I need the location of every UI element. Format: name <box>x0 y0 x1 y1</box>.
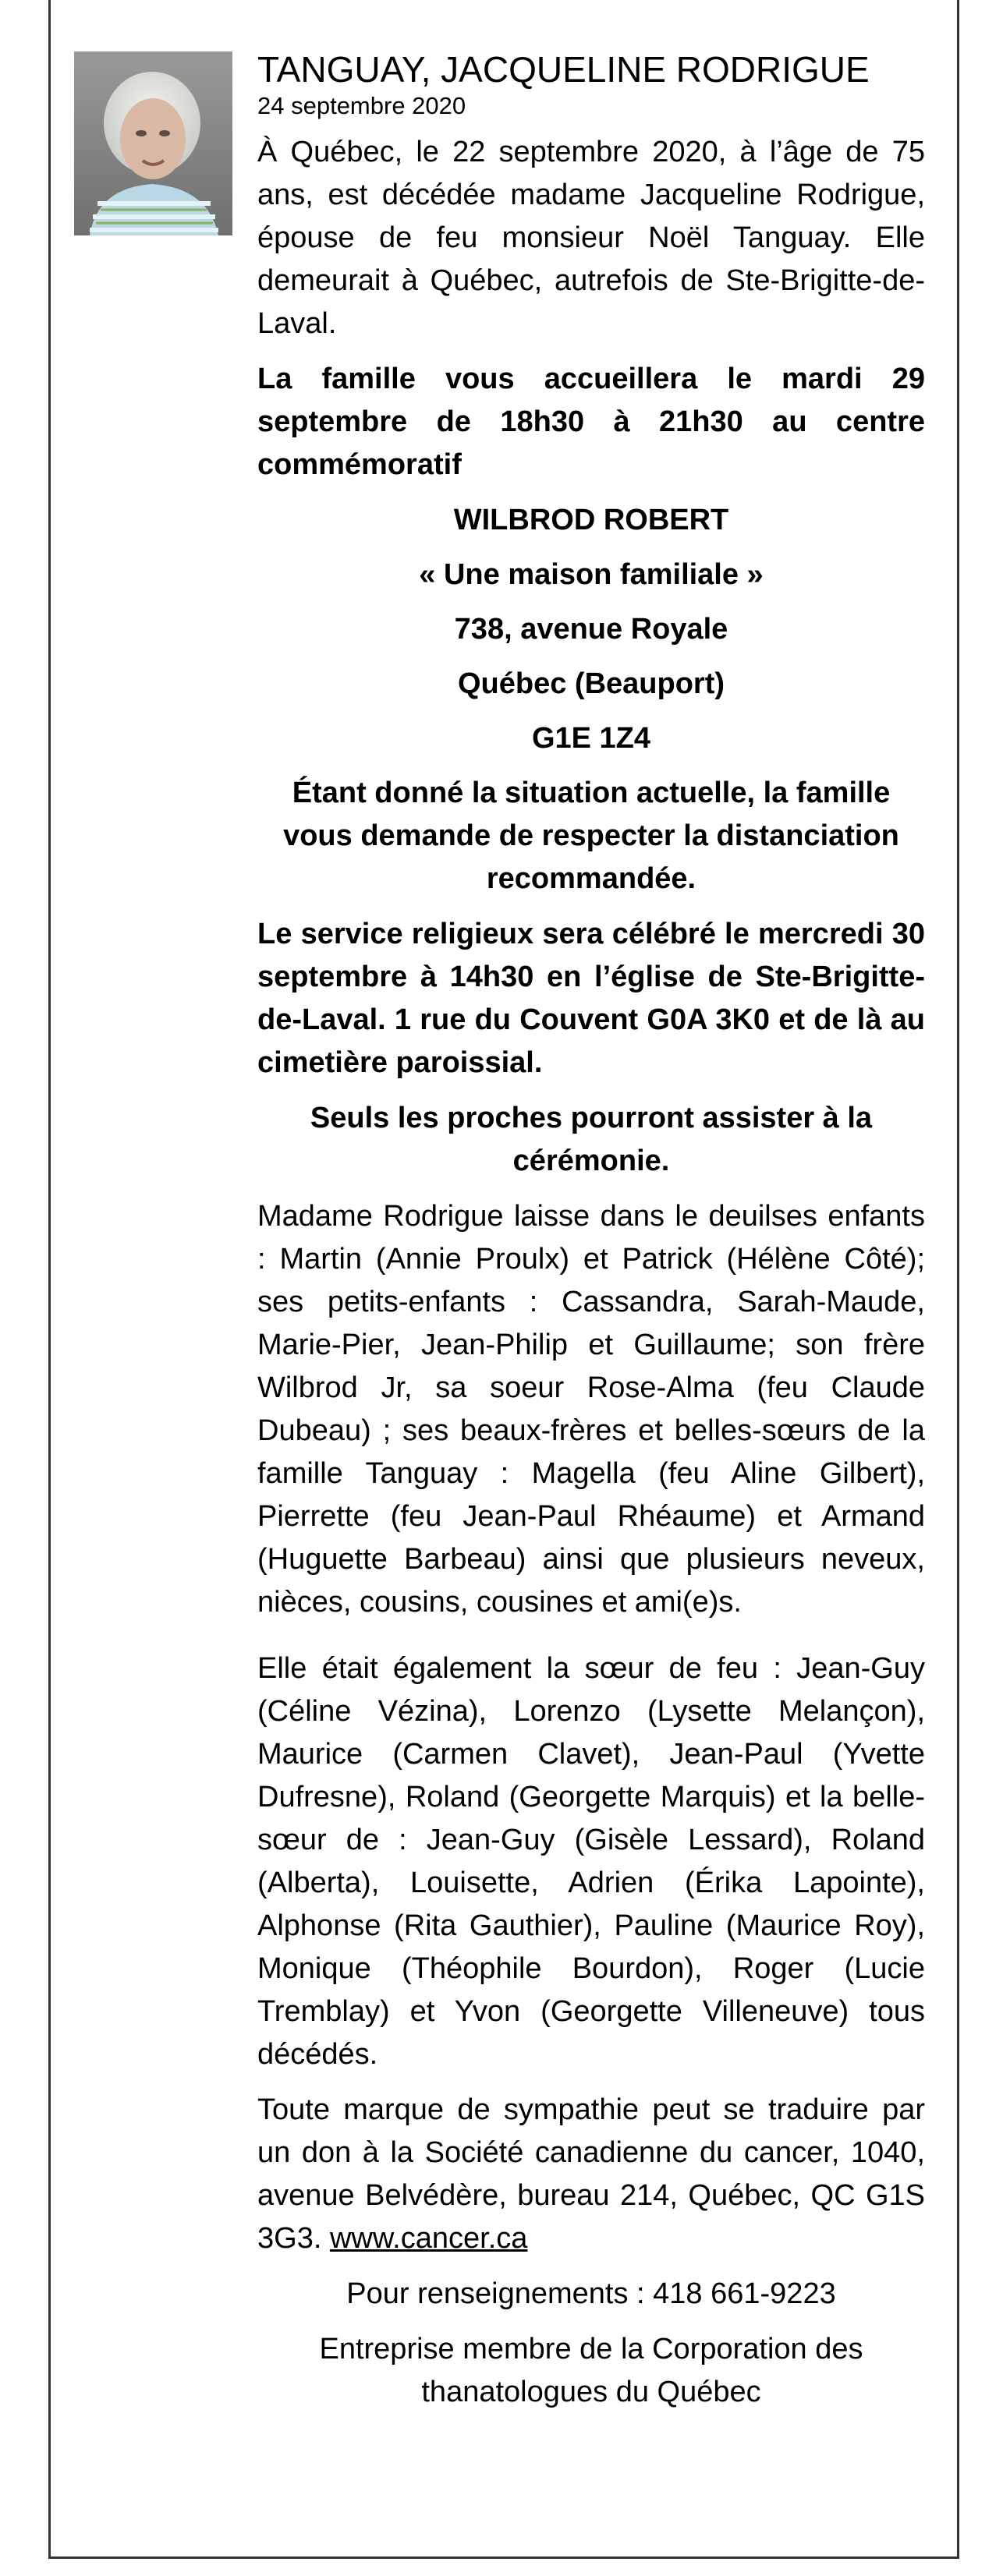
sympathy-paragraph <box>257 2089 925 2260</box>
portrait-photo <box>74 51 232 235</box>
address-line-3: 738, avenue Royale <box>454 613 728 646</box>
obituary-content <box>257 48 925 2426</box>
predeceased-paragraph: Elle était également la sœur de feu : Jean-Guy (Céline Vézina), Lorenzo (Lysette Melançon), Maurice (Carmen Clavet), Jean-Paul (Yvette Dufresne), Roland (Georgette Marquis) et la belle-sœur de : Jean-Guy (Gisèle Lessard), Roland (Alberta), Louisette, Adrien (Érika Lapointe), Alphonse (Rita Gauthier), Pauline (Maurice Roy), Monique (Théophile Bourdon), Roger (Lucie Tremblay) et Yvon (Georgette Villeneuve) tous décédés. <box>257 1652 925 2071</box>
distancing-notice: Étant donné la situation actuelle, la famille vous demande de respecter la distanciation recommandée. <box>283 777 899 895</box>
cancer-link[interactable]: www.cancer.ca <box>329 2222 528 2255</box>
address-line-2: « Une maison familiale » <box>419 558 764 591</box>
address-line-1: WILBROD ROBERT <box>453 504 729 536</box>
portrait-photo-icon <box>74 51 232 235</box>
sympathy-text: Toute marque de sympathie peut se traduire par un don à la Société canadienne du cancer, 1040, avenue Belvédère, bureau 214, Québec, QC G1S 3G3. <box>257 2093 925 2255</box>
member-line: Entreprise membre de la Corporation des thanatologues du Québec <box>319 2333 863 2408</box>
address-line-4: Québec (Beauport) <box>457 667 725 700</box>
survivors-paragraph: Madame Rodrigue laisse dans le deuilses enfants : Martin (Annie Proulx) et Patrick (Hélène Côté); ses petits-enfants : Cassandra, Sarah-Maude, Marie-Pier, Jean-Philip et Guillaume; son frère Wilbrod Jr, sa soeur Rose-Alma (feu Claude Dubeau) ; ses beaux-frères et belles-sœurs de la famille Tanguay : Magella (feu Aline Gilbert), Pierrette (feu Jean-Paul Rhéaume) et Armand (Huguette Barbeau) ainsi que plusieurs neveux, nièces, cousins, cousines et ami(e)s. <box>257 1200 925 1619</box>
ceremony-notice: Seuls les proches pourront assister à la cérémonie. <box>310 1102 873 1177</box>
visitation-paragraph: La famille vous accueillera le mardi 29 septembre de 18h30 à 21h30 au centre commémoratif <box>257 363 925 481</box>
deceased-name: TANGUAY, JACQUELINE RODRIGUE <box>257 49 870 90</box>
intro-paragraph: À Québec, le 22 septembre 2020, à l’âge de 75 ans, est décédée madame Jacqueline Rodrigue, épouse de feu monsieur Noël Tanguay. Elle demeurait à Québec, autrefois de Ste-Brigitte-de-Laval. <box>257 136 925 340</box>
funeral-home-address <box>257 499 925 760</box>
publication-date: 24 septembre 2020 <box>257 92 466 119</box>
address-line-5: G1E 1Z4 <box>531 722 651 755</box>
service-paragraph: Le service religieux sera célébré le mercredi 30 septembre à 14h30 en l’église de Ste-Brigitte-de-Laval. 1 rue du Couvent G0A 3K0 et de là au cimetière paroissial. <box>257 918 925 1079</box>
info-line: Pour renseignements : 418 661-9223 <box>346 2277 836 2310</box>
